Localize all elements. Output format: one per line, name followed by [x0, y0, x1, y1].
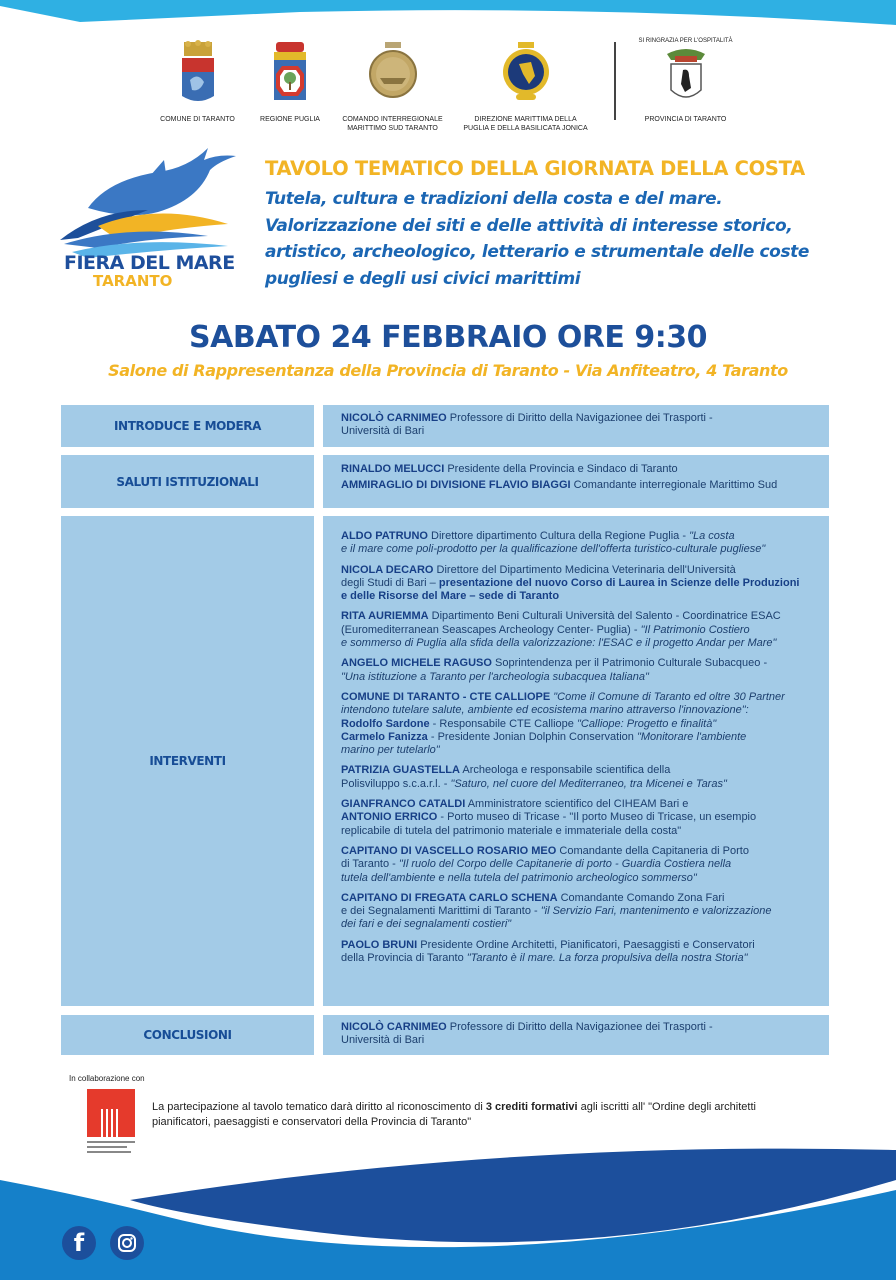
- brand-name: FIERA DEL MARE: [64, 252, 235, 274]
- speaker-entry: NICOLÒ CARNIMEO Professore di Diritto della Navigazionee dei Trasporti - Università di Bari: [341, 1021, 713, 1047]
- row-label: INTERVENTI: [149, 754, 226, 768]
- row-label-cell: [61, 405, 314, 447]
- row-label: CONCLUSIONI: [143, 1028, 232, 1042]
- logo-caption: REGIONE PUGLIA: [260, 116, 320, 123]
- speaker-entry: RINALDO MELUCCI Presidente della Provincia e Sindaco di Taranto: [341, 463, 678, 475]
- top-wave-decoration: [0, 0, 896, 30]
- hospitality-thanks: SI RINGRAZIA PER L'OSPITALITÀ: [638, 38, 733, 44]
- program-row-saluti: [61, 455, 829, 508]
- speaker-entry: COMUNE DI TARANTO - CTE CALLIOPE "Come il Comune di Taranto ed oltre 30 Partner intendono tutelare salute, ambiente ed ecosistema marino attraverso l'innovazione": Rodolfo Sardone - Responsabile CTE Calliope "Calliope: Progetto e finalità" Carmelo Fanizza - Presidente Jonian Dolphin Conservation "Monitorare l'ambiente marino per tutelarlo": [341, 690, 785, 757]
- program-row-introduce: [61, 405, 829, 447]
- speaker-entry: PAOLO BRUNI Presidente Ordine Architetti, Pianificatori, Paesaggisti e Conservatori della Provincia di Taranto "Taranto è il mare. La forza propulsiva della nostra Storia": [341, 938, 755, 965]
- speaker-entry: ANGELO MICHELE RAGUSO Soprintendenza per il Patrimonio Culturale Subacqueo - "Una istituzione a Taranto per l'archeologia subacquea Italiana": [341, 657, 768, 683]
- logo-caption: PROVINCIA DI TARANTO: [644, 116, 727, 123]
- facebook-icon[interactable]: f: [62, 1226, 96, 1260]
- logo-regione-puglia: [250, 40, 330, 124]
- event-headline: TAVOLO TEMATICO DELLA GIORNATA DELLA COSTA: [265, 157, 805, 180]
- row-content-cell: [323, 405, 829, 447]
- logo-direzione-marittima: [458, 40, 593, 133]
- row-label-cell: [61, 516, 314, 1006]
- speaker-entry: CAPITANO DI FREGATA CARLO SCHENA Comandante Comando Zona Fari e dei Segnalamenti Marittimi di Taranto - "il Servizio Fari, mantenimento e valorizzazione dei fari e dei segnalamenti costieri": [341, 891, 772, 931]
- bottom-wave-decoration: [0, 1140, 896, 1280]
- brand-city: TARANTO: [93, 272, 173, 290]
- logo-comando-interregionale: [335, 40, 450, 133]
- event-date: SABATO 24 FEBBRAIO ORE 9:30: [189, 320, 707, 355]
- logo-comune-di-taranto: [150, 40, 245, 124]
- speaker-entry: NICOLA DECARO Direttore del Dipartimento Medicina Veterinaria dell'Università degli Studi di Bari – presentazione del nuovo Corso di Laurea in Scienze delle Produzioni e delle Risorse del Mare – sede di Taranto: [341, 563, 800, 603]
- collaboration-label: In collaborazione con: [69, 1074, 145, 1083]
- speaker-entry: CAPITANO DI VASCELLO ROSARIO MEO Comandante della Capitaneria di Porto di Taranto - "Il ruolo del Corpo delle Capitanerie di porto - Guardia Costiera nella tutela dell'ambiente e nella tutela del patrimonio archeologico sommerso": [341, 844, 749, 884]
- logo-divider: [614, 42, 616, 120]
- row-content-cell: [323, 516, 829, 1006]
- event-venue: Salone di Rappresentanza della Provincia di Taranto - Via Anfiteatro, 4 Taranto: [108, 361, 788, 380]
- speaker-entry: RITA AURIEMMA Dipartimento Beni Culturali Università del Salento - Coordinatrice ESAC (Euromediterranean Seascapes Archeology Center- Puglia) - "Il Patrimonio Costiero e sommerso di Puglia alla sfida della valorizzazione: l'ESAC e il progetto Andar per Mare": [341, 610, 781, 650]
- row-label-cell: [61, 1015, 314, 1055]
- row-content-cell: [323, 1015, 829, 1055]
- comune-taranto-crest-icon: [178, 40, 218, 106]
- speaker-entry: NICOLÒ CARNIMEO Professore di Diritto della Navigazionee dei Trasporti - Università di Bari: [341, 412, 713, 438]
- row-label: SALUTI ISTITUZIONALI: [116, 474, 259, 489]
- row-label: INTRODUCE E MODERA: [113, 419, 262, 433]
- credits-note: La partecipazione al tavolo tematico darà diritto al riconoscimento di 3 crediti formativi agli iscritti all' "Ordine degli architetti pianificatori, paesaggisti e conservatori della Provincia di Taranto": [152, 1101, 756, 1128]
- provincia-crest-icon: [663, 44, 709, 106]
- logo-caption: DIREZIONE MARITTIMA DELLA PUGLIA E DELLA BASILICATA JONICA: [463, 116, 588, 132]
- speaker-entry: AMMIRAGLIO DI DIVISIONE FLAVIO BIAGGI Comandante interregionale Marittimo Sud: [341, 479, 778, 492]
- speaker-entry: ALDO PATRUNO Direttore dipartimento Cultura della Regione Puglia - "La costa e il mare come poli-prodotto per la qualificazione dell'offerta turistico-culturale pugliese": [341, 530, 766, 556]
- row-label-cell: [61, 455, 314, 508]
- logo-caption: COMUNE DI TARANTO: [160, 116, 235, 123]
- program-row-conclusioni: [61, 1015, 829, 1055]
- row-content-cell: [323, 455, 829, 508]
- logo-provincia-di-taranto: [628, 38, 743, 124]
- comando-seal-icon: [368, 40, 418, 106]
- instagram-icon[interactable]: [110, 1226, 144, 1260]
- direzione-marittima-badge-icon: [501, 40, 551, 106]
- regione-puglia-crest-icon: [271, 40, 309, 106]
- logo-caption: COMANDO INTERREGIONALE MARITTIMO SUD TARANTO: [342, 116, 443, 132]
- instagram-glyph-icon: [117, 1233, 137, 1253]
- program-row-interventi: [61, 516, 829, 1006]
- speaker-entry: GIANFRANCO CATALDI Amministratore scientifico del CIHEAM Bari e ANTONIO ERRICO - Porto museo di Tricase - "Il porto Museo di Tricase, un esempio replicabile di tutela del patrimonio materiale e immateriale della costa": [341, 798, 757, 837]
- event-subheading: Tutela, cultura e tradizioni della costa e del mare. Valorizzazione dei siti e delle attività di interesse storico, artistico, archeologico, letterario e strumentale delle coste pugliesi e degli usi civici marittimi: [265, 189, 810, 289]
- speaker-entry: PATRIZIA GUASTELLA Archeologa e responsabile scientifica della Polisviluppo s.c.a.r.l. - "Saturo, nel cuore del Mediterraneo, tra Micenei e Taras": [341, 764, 727, 790]
